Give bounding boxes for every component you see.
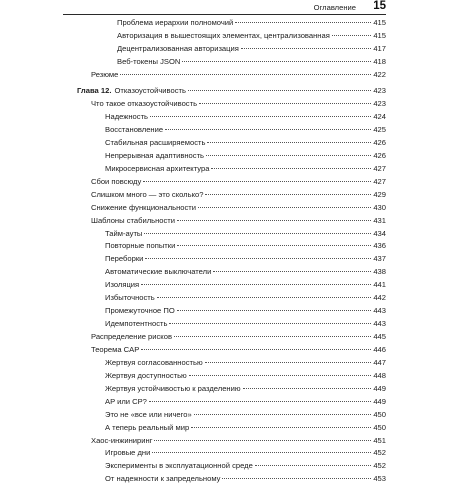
toc-entry-title: Непрерывная адаптивность	[105, 150, 205, 160]
toc-entry-title: Жертвуя устойчивостью к разделению	[105, 383, 241, 393]
toc-dot-leader	[169, 323, 371, 324]
toc-entry	[77, 318, 386, 331]
toc-dot-leader	[152, 452, 371, 453]
page-number: 15	[373, 0, 386, 12]
toc-dot-leader	[149, 401, 371, 402]
toc-entry-title: Что такое отказоустойчивость	[91, 99, 198, 109]
toc-entry	[77, 435, 386, 448]
toc-entry	[77, 163, 386, 176]
toc-entry	[77, 85, 386, 98]
toc-dot-leader	[206, 155, 371, 156]
toc-entry-title: Авторизация в вышестоящих элементах, централизованная	[117, 30, 330, 40]
toc-entry	[77, 202, 386, 215]
toc-entry-title: Изоляция	[105, 280, 140, 290]
toc-entry	[77, 30, 386, 43]
running-header-title: Оглавление	[313, 3, 356, 12]
toc-entry-page: 450	[373, 422, 386, 432]
toc-dot-leader	[205, 362, 372, 363]
toc-entry-page: 423	[373, 86, 386, 96]
toc-entry	[77, 150, 386, 163]
toc-entry-title: Игровые дни	[105, 448, 151, 458]
toc-entry	[77, 137, 386, 150]
toc-entry	[77, 215, 386, 228]
toc-entry-page: 447	[373, 357, 386, 367]
toc-dot-leader	[211, 168, 371, 169]
toc-dot-leader	[144, 233, 371, 234]
toc-entry-page: 430	[373, 202, 386, 212]
running-header	[63, 2, 386, 15]
toc-dot-leader	[189, 375, 372, 376]
toc-entry	[77, 422, 386, 435]
toc-entry-title: Жертвуя доступностью	[105, 370, 187, 380]
toc-dot-leader	[243, 388, 372, 389]
toc-dot-leader	[207, 142, 371, 143]
toc-entry-page: 415	[373, 30, 386, 40]
toc-entry-page: 418	[373, 56, 386, 66]
toc-entry-page: 426	[373, 137, 386, 147]
toc-entry-page: 423	[373, 99, 386, 109]
toc-entry	[77, 228, 386, 241]
toc-entry-page: 452	[373, 461, 386, 471]
toc-entry-title: Промежуточное ПО	[105, 306, 175, 316]
toc-dot-leader	[143, 181, 371, 182]
toc-dot-leader	[174, 336, 371, 337]
toc-dot-leader	[145, 258, 371, 259]
toc-dot-leader	[255, 465, 372, 466]
toc-entry-title: А теперь реальный мир	[105, 422, 190, 432]
toc-entry	[77, 292, 386, 305]
toc-dot-leader	[199, 103, 371, 104]
toc-dot-leader	[177, 310, 372, 311]
toc-entry	[77, 17, 386, 30]
toc-dot-leader	[194, 414, 372, 415]
toc-entry-title: Эксперименты в эксплуатационной среде	[105, 461, 253, 471]
toc-entry-title: Стабильная расширяемость	[105, 137, 206, 147]
toc-entry-page: 426	[373, 150, 386, 160]
table-of-contents	[77, 17, 386, 486]
toc-entry-page: 450	[373, 409, 386, 419]
toc-dot-leader	[150, 116, 371, 117]
toc-dot-leader	[141, 284, 371, 285]
toc-entry-page: 438	[373, 267, 386, 277]
toc-entry	[77, 111, 386, 124]
toc-entry-title: Переборки	[105, 254, 144, 264]
toc-dot-leader	[177, 245, 371, 246]
toc-dot-leader	[177, 220, 371, 221]
toc-entry	[77, 460, 386, 473]
toc-entry-title: Слишком много — это сколько?	[91, 189, 204, 199]
toc-entry-title: Проблема иерархии полномочий	[117, 18, 234, 27]
toc-entry-title: Микросервисная архитектура	[105, 163, 210, 173]
toc-entry-page: 431	[373, 215, 386, 225]
toc-entry-page: 441	[373, 280, 386, 290]
toc-entry	[77, 240, 386, 253]
toc-dot-leader	[188, 90, 371, 91]
toc-entry-page: 415	[373, 18, 386, 27]
toc-entry-title: Децентрализованная авторизация	[117, 43, 239, 53]
toc-entry	[77, 473, 386, 486]
toc-entry	[77, 98, 386, 111]
toc-entry-page: 449	[373, 383, 386, 393]
toc-entry-title: Тайм-ауты	[105, 228, 143, 238]
toc-entry-title: Жертвуя согласованностью	[105, 357, 203, 367]
toc-entry-page: 425	[373, 125, 386, 134]
toc-entry	[77, 279, 386, 292]
toc-entry-page: 445	[373, 332, 386, 341]
toc-entry	[77, 383, 386, 396]
toc-entry-title: Хаос-инжиниринг	[91, 435, 153, 445]
toc-dot-leader	[213, 271, 371, 272]
toc-entry-page: 422	[373, 69, 386, 79]
toc-entry-title: Надежность	[105, 112, 149, 122]
toc-entry	[77, 43, 386, 56]
toc-entry-title: Сбои повсюду	[91, 176, 142, 186]
toc-entry-title: Теорема CAP	[91, 344, 140, 354]
toc-entry	[77, 357, 386, 370]
toc-dot-leader	[205, 194, 371, 195]
toc-entry-title: Веб-токены JSON	[117, 56, 181, 66]
toc-entry-page: 427	[373, 163, 386, 173]
toc-dot-leader	[182, 61, 371, 62]
toc-entry-page: 417	[373, 43, 386, 53]
toc-dot-leader	[241, 48, 371, 49]
toc-entry	[77, 266, 386, 279]
toc-dot-leader	[222, 478, 371, 479]
toc-dot-leader	[157, 297, 372, 298]
toc-entry	[77, 447, 386, 460]
toc-entry-title: Идемпотентность	[105, 319, 168, 329]
toc-entry	[77, 331, 386, 344]
toc-entry-page: 434	[373, 228, 386, 238]
toc-entry-title: Избыточность	[105, 293, 155, 303]
toc-entry	[77, 396, 386, 409]
toc-entry-title: От надежности к запредельному	[105, 474, 221, 484]
toc-entry-title: Шаблоны стабильности	[91, 215, 176, 225]
toc-entry	[77, 176, 386, 189]
toc-dot-leader	[165, 129, 371, 130]
toc-entry-title: Восстановление	[105, 125, 164, 134]
toc-entry	[77, 344, 386, 357]
toc-dot-leader	[191, 427, 371, 428]
toc-dot-leader	[235, 22, 371, 23]
toc-entry	[77, 370, 386, 383]
toc-entry	[77, 305, 386, 318]
toc-entry-page: 437	[373, 254, 386, 264]
toc-dot-leader	[141, 349, 371, 350]
toc-chapter-number: Глава 12.	[77, 86, 112, 96]
toc-entry-title: Отказоустойчивость	[114, 86, 186, 96]
toc-dot-leader	[120, 74, 371, 75]
toc-entry-page: 448	[373, 370, 386, 380]
toc-entry-page: 453	[373, 474, 386, 484]
toc-entry	[77, 409, 386, 422]
toc-entry	[77, 253, 386, 266]
toc-entry	[77, 124, 386, 137]
toc-entry	[77, 69, 386, 82]
toc-entry-page: 452	[373, 448, 386, 458]
toc-dot-leader	[332, 35, 371, 36]
toc-entry-title: Резюме	[91, 69, 119, 79]
toc-entry-page: 427	[373, 176, 386, 186]
toc-entry-title: Автоматические выключатели	[105, 267, 212, 277]
toc-entry-page: 424	[373, 112, 386, 122]
toc-entry	[77, 56, 386, 69]
toc-entry-page: 442	[373, 293, 386, 303]
toc-entry-title: Распределение рисков	[91, 332, 172, 341]
toc-dot-leader	[154, 440, 371, 441]
toc-entry-page: 436	[373, 241, 386, 251]
toc-entry-page: 429	[373, 189, 386, 199]
toc-entry-title: AP или CP?	[105, 396, 147, 406]
toc-entry	[77, 189, 386, 202]
toc-entry-page: 449	[373, 396, 386, 406]
toc-entry-page: 446	[373, 344, 386, 354]
toc-entry-page: 443	[373, 319, 386, 329]
toc-dot-leader	[198, 207, 371, 208]
toc-entry-title: Снижение функциональности	[91, 202, 197, 212]
toc-entry-title: Повторные попытки	[105, 241, 176, 251]
toc-entry-title: Это не «все или ничего»	[105, 409, 192, 419]
toc-entry-page: 451	[373, 435, 386, 445]
toc-entry-page: 443	[373, 306, 386, 316]
